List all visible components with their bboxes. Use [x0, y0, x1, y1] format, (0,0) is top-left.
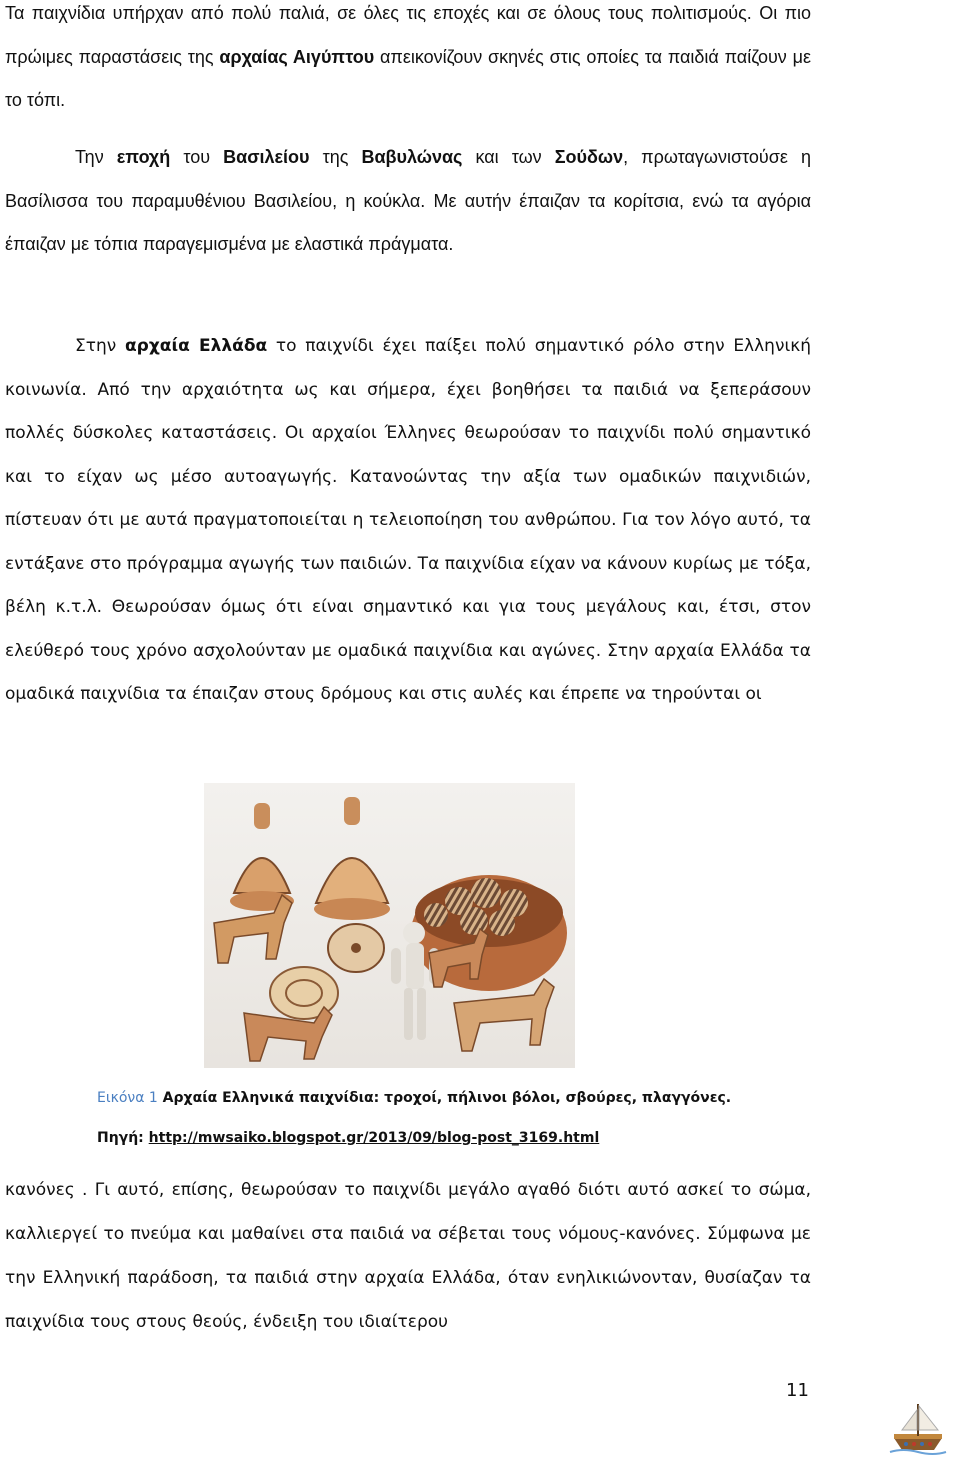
paragraph-ancient-greece: Στην αρχαία Ελλάδα το παιχνίδι έχει παίξει πολύ σημαντικό ρόλο στην Ελληνική κοινωνία. Από την αρχαιότητα ως και σήμερα, έχει βοηθήσει τα παιδιά να ξεπεράσουν πολλές δύσκολες καταστάσεις. Οι αρχαίοι Έλληνες θεωρούσαν το παιχνίδι πολύ σημαντικό και το είχαν ως μέσο αυτοαγωγής. Κατανοώντας την αξία των ομαδικών παιχνιδιών, πίστευαν ότι με αυτά πραγματοποιείται η τελειοποίηση του ανθρώπου. Για τον λόγο αυτό, τα εντάξανε στο πρόγραμμα αγωγής των παιδιών. Τα παιχνίδια είχαν να κάνουν κυρίως με τόξα, βέλη κ.τ.λ. Θεωρούσαν όμως ότι είναι σημαντικό και για τους μεγάλους και, έτσι, στον ελεύθερό τους χρόνο ασχολούνταν με ομαδικά παιχνίδια και αγώνες. Στην αρχαία Ελλάδα τα ομαδικά παιχνίδια τα έπαιζαν στους δρόμους και στις αυλές και έπρεπε να τηρούνται οι	[5, 336, 811, 704]
paragraph-babylon: Την εποχή του Βασιλείου της Βαβυλώνας και των Σούδων, πρωταγωνιστούσε η Βασίλισσα του παραμυθένιου Βασιλείου, η κούκλα. Με αυτήν έπαιζαν τα κορίτσια, ενώ τα αγόρια έπαιζαν με τόπια παραγεμισμένα με ελαστικά πράγματα.	[5, 147, 811, 254]
ship-logo-icon	[888, 1400, 948, 1456]
paragraph-egypt: Τα παιχνίδια υπήρχαν από πολύ παλιά, σε όλες τις εποχές και σε όλους τους πολιτισμούς. Οι πιο πρώιμες παραστάσεις της αρχαίας Αιγύπτου απεικονίζουν σκηνές στις οποίες τα παιδιά παίζουν με το τόπι.	[5, 3, 811, 110]
source-link[interactable]: http://mwsaiko.blogspot.gr/2013/09/blog-post_3169.html	[148, 1130, 600, 1146]
figure-caption-text: Αρχαία Ελληνικά παιχνίδια: τροχοί, πήλινοι βόλοι, σβούρες, πλαγγόνες.	[157, 1090, 732, 1106]
figure-caption	[97, 1090, 731, 1106]
figure-caption-number: Εικόνα 1	[97, 1090, 158, 1106]
page-number: 11	[786, 1380, 809, 1401]
ancient-toys-photo	[204, 783, 575, 1068]
figure-source	[97, 1130, 599, 1146]
source-label: Πηγή:	[97, 1130, 149, 1146]
paragraph-rules: κανόνες . Γι αυτό, επίσης, θεωρούσαν το παιχνίδι μεγάλο αγαθό διότι αυτό ασκεί το σώμα, καλλιεργεί το πνεύμα και μαθαίνει στα παιδιά να σέβεται τους νόμους-κανόνες. Σύμφωνα με την Ελληνική παράδοση, τα παιδιά στην αρχαία Ελλάδα, όταν ενηλικιώνονταν, θυσίαζαν τα παιχνίδια τους στους θεούς, ένδειξη του ιδιαίτερου	[5, 1180, 811, 1332]
